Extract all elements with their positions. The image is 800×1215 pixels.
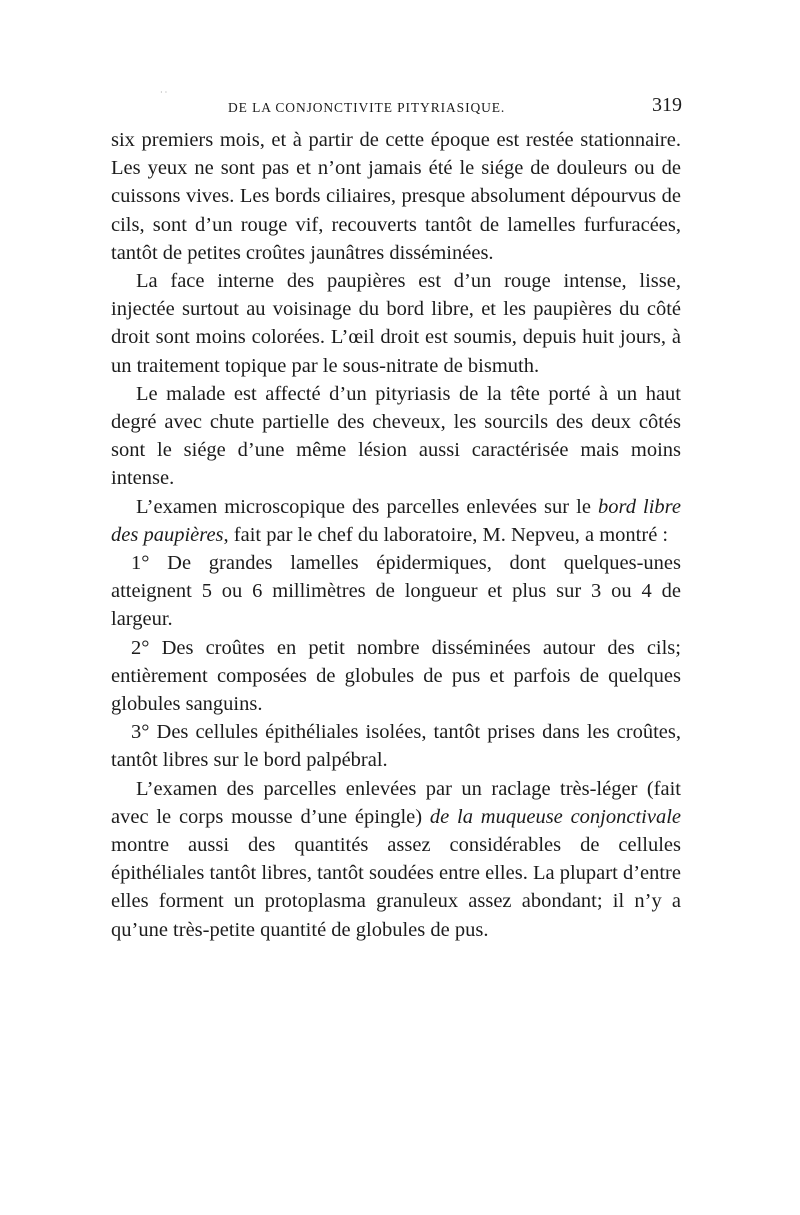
exam-italic-term: bord libre des paupières (111, 495, 681, 546)
exam-text-start: L’examen microscopique des parcelles enlevées sur le (136, 495, 598, 518)
paragraph-eyelid-description: La face interne des paupières est d’un rouge intense, lisse, injectée surtout au voisinage du bord libre, et les paupières du côté droit sont moins colorées. L’œil droit est soumis, depuis huit jours, à un traitement topique par le sous-nitrate de bismuth. (111, 270, 681, 377)
finding-item-2: 2° Des croûtes en petit nombre disséminées autour des cils; entièrement composées de globules de pus et parfois de quelques globules sanguins. (111, 636, 681, 716)
print-speck: · · (160, 88, 168, 97)
exam-text-end: , fait par le chef du laboratoire, M. Nepveu, a montré : (223, 523, 669, 546)
page-header (110, 92, 682, 122)
scraping-text-start: L’examen des parcelles enlevées par un raclage très-léger (fait avec le corps mousse d’une épingle) (111, 777, 681, 828)
body-text (111, 126, 681, 944)
paragraph-continuation: six premiers mois, et à partir de cette époque est restée stationnaire. Les yeux ne sont pas et n’ont jamais été le siége de douleurs ou de cuissons vives. Les bords ciliaires, presque absolument dépourvus de cils, sont d’un rouge vif, recouverts tantôt de lamelles furfuracées, tantôt de petites croûtes jaunâtres disséminées. (111, 129, 681, 264)
paragraph-scalp-pityriasis: Le malade est affecté d’un pityriasis de la tête porté à un haut degré avec chute partielle des cheveux, les sourcils des deux côtés sont le siége d’une même lésion aussi caractérisée mais moins intense. (111, 382, 681, 490)
finding-item-1: 1° De grandes lamelles épidermiques, dont quelques-unes atteignent 5 ou 6 millimètres de longueur et plus sur 3 ou 4 de largeur. (111, 552, 681, 631)
paragraph-microscopic-exam (111, 493, 681, 549)
finding-item-3: 3° Des cellules épithéliales isolées, tantôt prises dans les croûtes, tantôt libres sur le bord palpébral. (111, 721, 681, 772)
scraping-italic-term: de la muqueuse conjonctivale (429, 805, 681, 828)
page-number: 319 (652, 94, 682, 116)
paragraph-scraping-exam (111, 775, 681, 944)
scraping-text-end: montre aussi des quantités assez considérables de cellules épithéliales tantôt libres, tantôt soudées entre elles. La plupart d’entre elles forment un protoplasma granuleux assez abondant; il n’y a qu’une très-petite quantité de globules de pus. (111, 834, 681, 941)
running-title: DE LA CONJONCTIVITE PITYRIASIQUE. (228, 100, 506, 115)
